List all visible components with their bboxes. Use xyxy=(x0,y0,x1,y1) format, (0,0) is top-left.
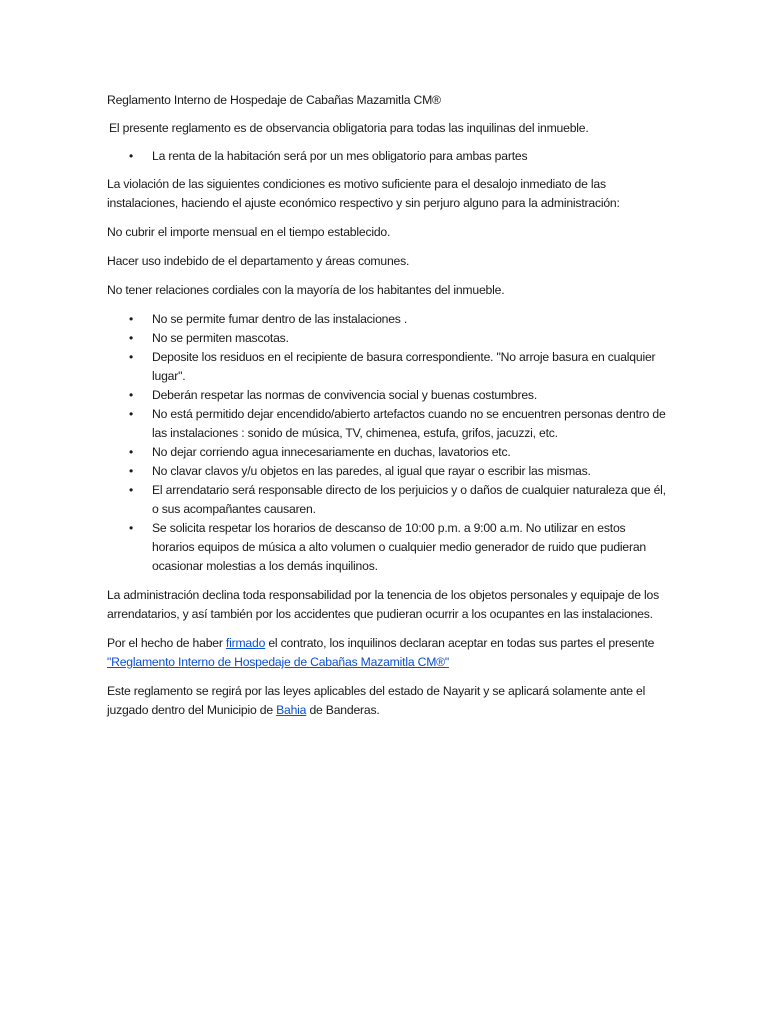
condition-paragraph: No tener relaciones cordiales con la mayoría de los habitantes del inmueble. xyxy=(107,283,505,297)
liability-paragraph: La administración declina toda responsabilidad por la tenencia de los objetos personales y equipaje de los arrendatarios, y así también por los accidentes que pudieran ocurrir a los ocupantes en las instalaciones. xyxy=(107,588,659,621)
reglamento-link[interactable]: "Reglamento Interno de Hospedaje de Cabañas Mazamitla CM®" xyxy=(107,655,450,669)
bullet-icon: • xyxy=(129,149,134,163)
list-item-text: Se solicita respetar los horarios de descanso de 10:00 p.m. a 9:00 a.m. No utilizar en estos horarios equipos de música a alto volumen o cualquier medio generador de ruido que pudieran ocasionar molestias a los demás inquilinos. xyxy=(152,521,647,573)
bullet-icon: • xyxy=(129,483,134,497)
list-item-text: No dejar corriendo agua innecesariamente en duchas, lavatorios etc. xyxy=(152,445,511,459)
bullet-icon: • xyxy=(129,388,134,402)
document-title: Reglamento Interno de Hospedaje de Cabañas Mazamitla CM® xyxy=(107,93,441,107)
bahia-link[interactable]: Bahia xyxy=(276,703,307,717)
list-item xyxy=(107,329,667,348)
violation-paragraph: La violación de las siguientes condiciones es motivo suficiente para el desalojo inmediato de las instalaciones, haciendo el ajuste económico respectivo y sin perjuro alguno para la administración: xyxy=(107,177,620,210)
signature-text-middle: el contrato, los inquilinos declaran aceptar en todas sus partes el presente xyxy=(265,636,655,650)
list-item-text: No clavar clavos y/u objetos en las paredes, al igual que rayar o escribir las mismas. xyxy=(152,464,591,478)
list-item-text: No se permite fumar dentro de las instalaciones . xyxy=(152,312,408,326)
bullet-icon: • xyxy=(129,350,134,364)
jurisdiction-text-end: de Banderas. xyxy=(306,703,380,717)
list-item xyxy=(107,348,667,386)
list-item-text: El arrendatario será responsable directo de los perjuicios y o daños de cualquier naturaleza que él, o sus acompañantes causaren. xyxy=(152,483,666,516)
bullet-icon: • xyxy=(129,464,134,478)
bullet-icon: • xyxy=(129,445,134,459)
list-item xyxy=(107,405,667,443)
signature-paragraph xyxy=(107,634,667,672)
list-item xyxy=(107,481,667,519)
list-item xyxy=(107,310,667,329)
list-item-text: La renta de la habitación será por un mes obligatorio para ambas partes xyxy=(152,149,528,163)
list-item xyxy=(107,443,667,462)
list-item xyxy=(107,147,667,166)
list-item xyxy=(107,386,667,405)
list-item xyxy=(107,519,667,576)
jurisdiction-text-start: Este reglamento se regirá por las leyes aplicables del estado de Nayarit y se aplicará solamente ante el juzgado dentro del Municipio de xyxy=(107,684,646,717)
bullet-icon: • xyxy=(129,312,134,326)
rules-bullet-list xyxy=(107,310,667,576)
condition-paragraph: Hacer uso indebido de el departamento y áreas comunes. xyxy=(107,254,410,268)
intro-paragraph: El presente reglamento es de observancia obligatoria para todas las inquilinas del inmueble. xyxy=(109,121,589,135)
document-page xyxy=(107,91,667,730)
bullet-icon: • xyxy=(129,407,134,421)
firmado-link[interactable]: firmado xyxy=(225,636,266,650)
bullet-icon: • xyxy=(129,521,134,535)
condition-paragraph: No cubrir el importe mensual en el tiempo establecido. xyxy=(107,225,391,239)
list-item xyxy=(107,462,667,481)
bullet-icon: • xyxy=(129,331,134,345)
first-bullet-list xyxy=(107,147,667,166)
list-item-text: Deposite los residuos en el recipiente de basura correspondiente. "No arroje basura en cualquier lugar". xyxy=(152,350,656,383)
list-item-text: Deberán respetar las normas de convivencia social y buenas costumbres. xyxy=(152,388,538,402)
list-item-text: No está permitido dejar encendido/abierto artefactos cuando no se encuentren personas dentro de las instalaciones : sonido de música, TV, chimenea, estufa, grifos, jacuzzi, etc. xyxy=(152,407,666,440)
list-item-text: No se permiten mascotas. xyxy=(152,331,289,345)
signature-text-start: Por el hecho de haber xyxy=(107,636,226,650)
jurisdiction-paragraph xyxy=(107,682,667,720)
